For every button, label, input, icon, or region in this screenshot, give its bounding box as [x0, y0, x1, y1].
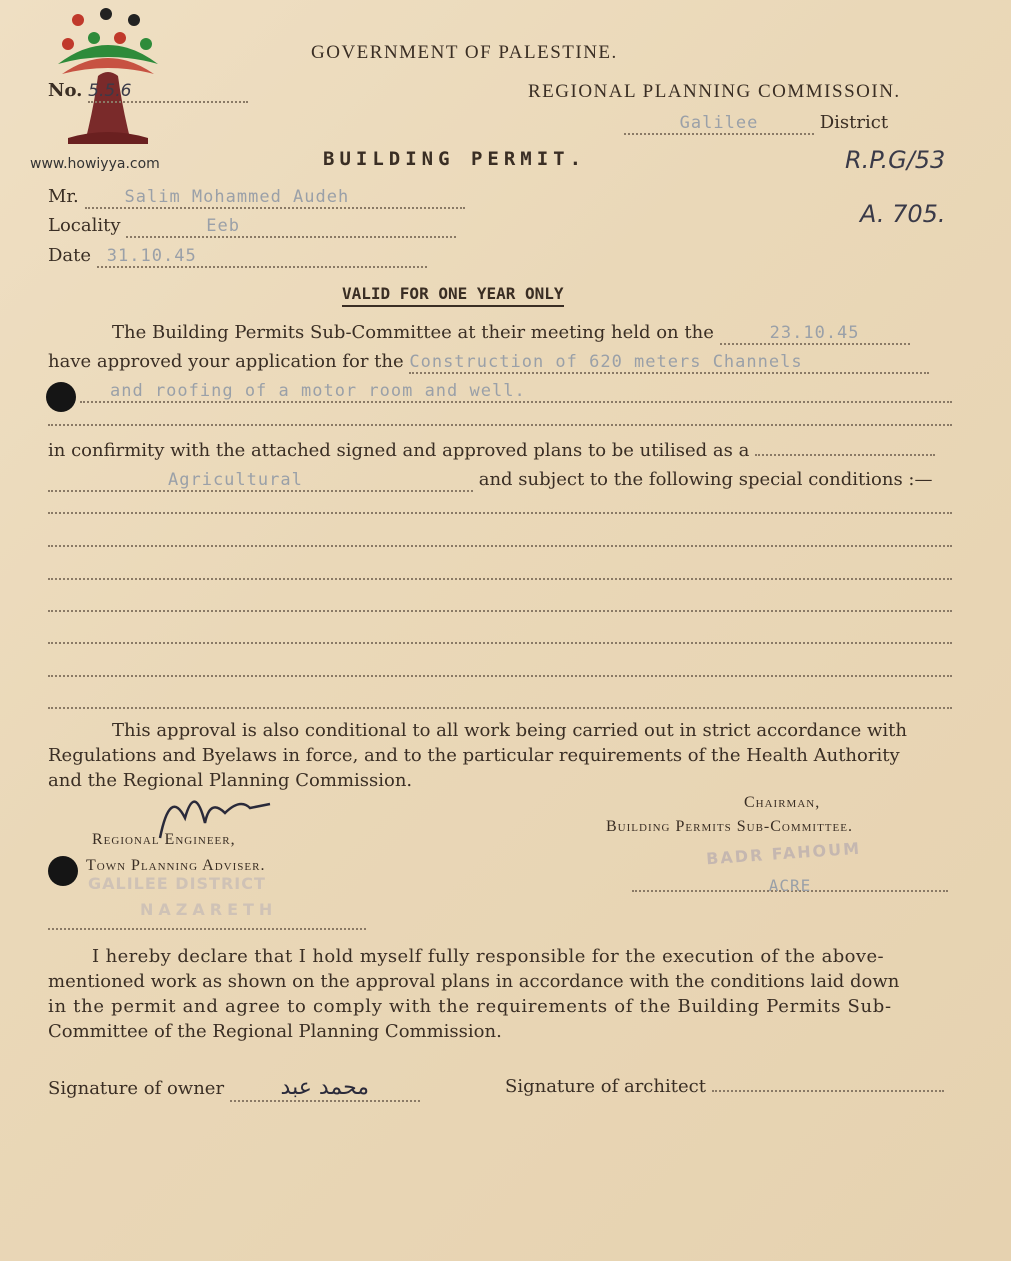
owner-signature-label: Signature of owner [48, 1078, 225, 1099]
chairman-title: Chairman, [744, 794, 821, 811]
stamp-galilee: GALILEE DISTRICT [88, 874, 266, 893]
purpose-line-1: Construction of 620 meters Channels [409, 352, 929, 374]
date-label: Date [48, 245, 92, 266]
architect-signature-label: Signature of architect [505, 1076, 706, 1097]
purpose-line-2-row [80, 381, 952, 403]
condition-line [48, 642, 952, 644]
stamp-nazareth: NAZARETH [140, 900, 278, 919]
district-label: District [819, 112, 889, 133]
condition-line [48, 545, 952, 547]
permit-title: BUILDING PERMIT. [323, 148, 587, 170]
approval-para-line-1: This approval is also conditional to all work being carried out in strict accordance with [112, 720, 907, 741]
confirmity-line [48, 440, 935, 461]
permit-number [48, 80, 273, 103]
meeting-line [112, 322, 910, 345]
district-value: Galilee [624, 113, 814, 135]
architect-signature-line [712, 1076, 944, 1092]
owner-signature-value: محمد عبد [230, 1075, 420, 1102]
locality-value: Eeb [126, 216, 456, 238]
mr-value: Salim Mohammed Audeh [85, 187, 465, 209]
no-value: 5.5.6 [88, 81, 248, 103]
stamp-acre: ACRE [768, 876, 812, 895]
government-heading: GOVERNMENT OF PALESTINE. [311, 42, 618, 63]
application-line [48, 351, 929, 374]
locality-label: Locality [48, 215, 121, 236]
declaration-line-4: Committee of the Regional Planning Commission. [48, 1021, 502, 1042]
date-field [48, 245, 427, 268]
adviser-title: Town Planning Adviser. [86, 857, 266, 874]
engineer-sign-line [48, 928, 366, 930]
condition-line [48, 707, 952, 709]
use-value: Agricultural [48, 470, 473, 492]
blank-line [48, 424, 952, 426]
approval-para-line-3: and the Regional Planning Commission. [48, 770, 413, 791]
reference-number-1: R.P.G/53 [845, 146, 946, 174]
confirmity-text: in confirmity with the attached signed and approved plans to be utilised as a [48, 440, 750, 461]
condition-line [48, 512, 952, 514]
no-label: No. [48, 80, 83, 101]
use-line [48, 469, 932, 492]
mr-label: Mr. [48, 186, 79, 207]
reference-number-2: A. 705. [860, 200, 946, 228]
condition-line [48, 675, 952, 677]
conditions-text: and subject to the following special conditions :— [478, 469, 933, 490]
date-value: 31.10.45 [97, 246, 427, 268]
owner-signature-field [48, 1075, 420, 1102]
meeting-text: The Building Permits Sub-Committee at their meeting held on the [112, 322, 714, 343]
chairman-sign-line [632, 876, 948, 895]
declaration-line-1: I hereby declare that I hold myself fully responsible for the execution of the above- [92, 946, 884, 967]
validity-notice: VALID FOR ONE YEAR ONLY [342, 284, 564, 307]
declaration-line-2: mentioned work as shown on the approval plans in accordance with the conditions laid down [48, 971, 900, 992]
stamp-badr-fahoum: BADR FAHOUM [705, 838, 862, 869]
district-line [624, 112, 888, 135]
architect-signature-field [505, 1076, 944, 1097]
declaration-line-3: in the permit and agree to comply with the requirements of the Building Permits Sub- [48, 996, 892, 1017]
locality-field [48, 215, 456, 238]
engineer-title: Regional Engineer, [92, 831, 236, 848]
mr-field [48, 186, 465, 209]
commission-heading: REGIONAL PLANNING COMMISSOIN. [528, 81, 901, 102]
approval-para-line-2: Regulations and Byelaws in force, and to the particular requirements of the Health Authority [48, 745, 900, 766]
condition-line [48, 578, 952, 580]
condition-line [48, 610, 952, 612]
confirmity-dots [755, 454, 935, 456]
punch-hole-top [46, 382, 76, 412]
application-text: have approved your application for the [48, 351, 404, 372]
purpose-line-2: and roofing of a motor room and well. [80, 381, 952, 403]
logo-site: www.howiyya.com [30, 156, 160, 172]
chairman-body: Building Permits Sub-Committee. [606, 818, 853, 835]
punch-hole-bottom [48, 856, 78, 886]
meeting-date: 23.10.45 [720, 323, 910, 345]
